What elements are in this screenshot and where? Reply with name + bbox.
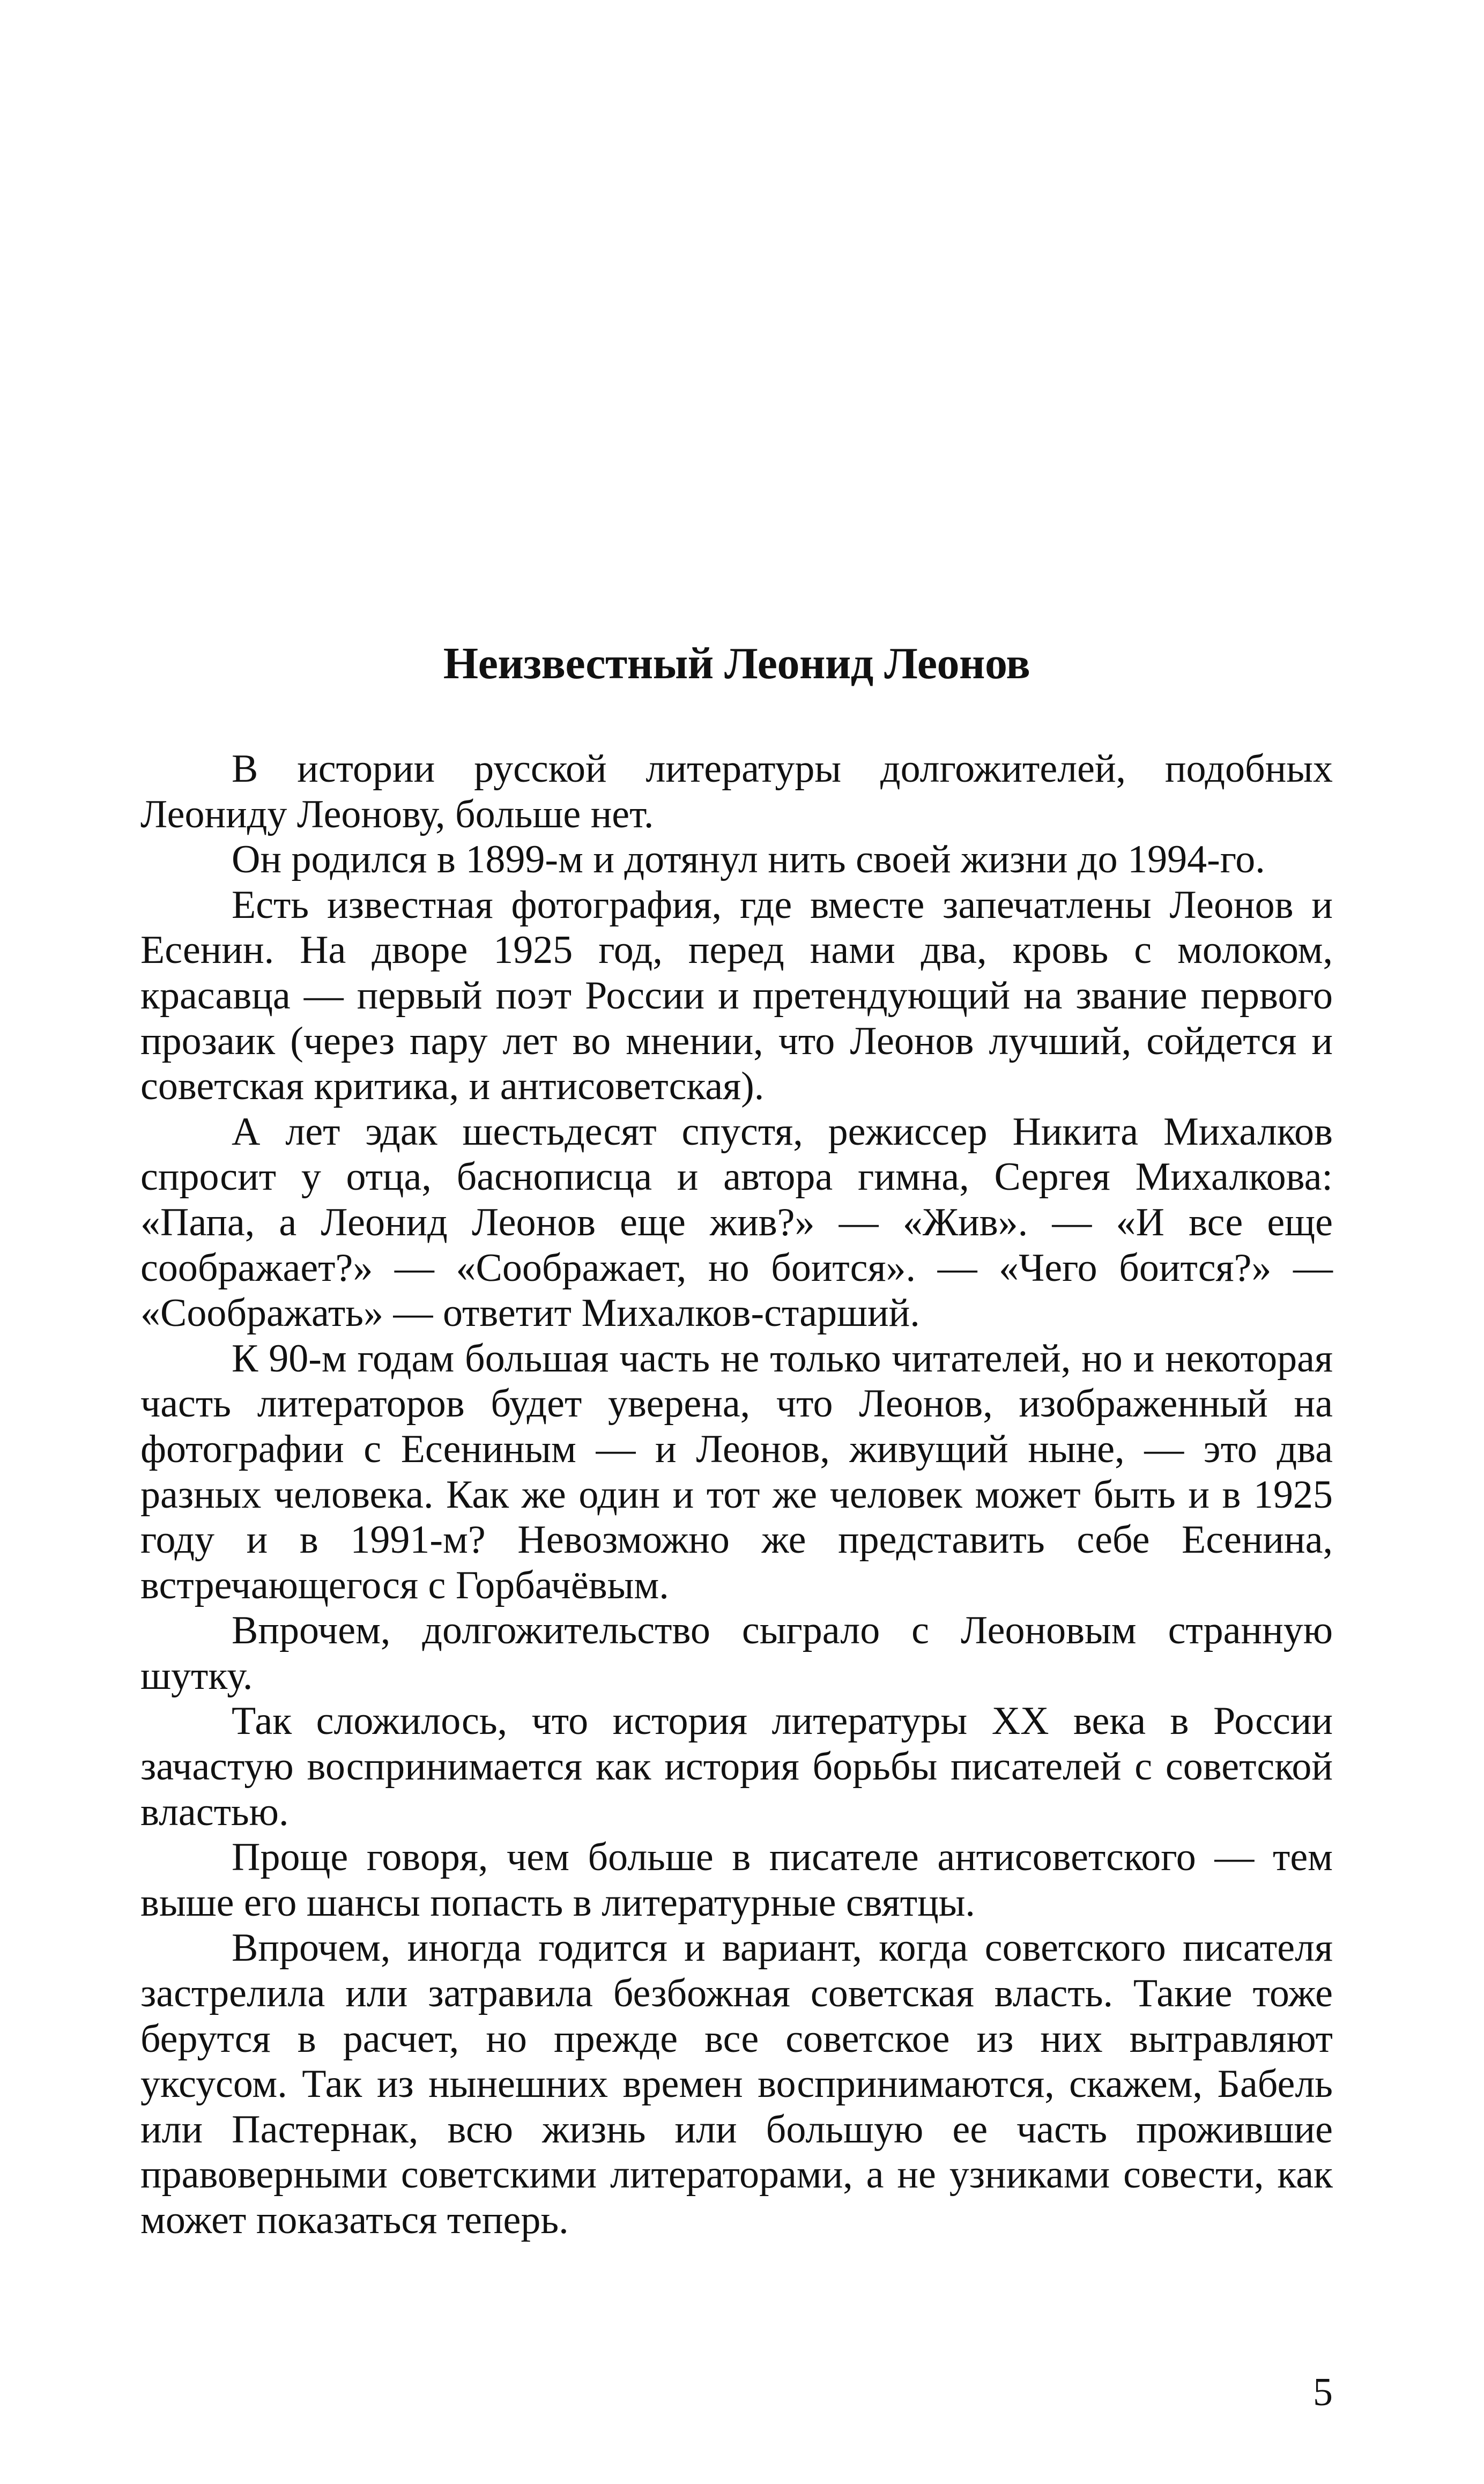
chapter-title: Неизвестный Леонид Леонов — [443, 639, 1030, 688]
paragraph: Он родился в 1899-м и дотянул нить своей жизни до 1994-го. — [232, 837, 1265, 882]
paragraph: К 90-м годам большая часть не только читателей, но и некоторая часть литераторов будет уверена, что Леонов, изображенный на фотографии с Есениным — и Леонов, живущий ныне, — это два разных человека. Как же один и тот же человек может быть и в 1925 году и в 1991-м? Невозможно же представить себе Есенина, встречающегося с Горбачёвым. — [140, 1336, 1333, 1607]
paragraph: Так сложилось, что история литературы XX века в России зачастую воспринимается как история борьбы писателей с советской властью. — [140, 1699, 1333, 1834]
chapter-body — [140, 746, 1333, 2243]
paragraph: Впрочем, долгожительство сыграло с Леоновым странную шутку. — [140, 1608, 1333, 1698]
paragraph: А лет эдак шестьдесят спустя, режиссер Никита Михалков спросит у отца, баснописца и автора гимна, Сергея Михалкова: «Папа, а Леонид Леонов еще жив?» — «Жив». — «И все еще соображает?» — «Соображает, но боится». — «Чего боится?» — «Соображать» — ответит Михалков-старший. — [140, 1109, 1333, 1336]
page-number: 5 — [1313, 2370, 1333, 2414]
paragraph: Проще говоря, чем больше в писателе антисоветского — тем выше его шансы попасть в литературные святцы. — [140, 1835, 1333, 1925]
paragraph: Есть известная фотография, где вместе запечатлены Леонов и Есенин. На дворе 1925 год, перед нами два, кровь с молоком, красавца — первый поэт России и претендующий на звание первого прозаик (через пару лет во мнении, что Леонов лучший, сойдется и советская критика, и антисоветская). — [140, 883, 1333, 1109]
paragraph: В истории русской литературы долгожителей, подобных Леониду Леонову, больше нет. — [140, 747, 1333, 836]
paragraph: Впрочем, иногда годится и вариант, когда советского писателя застрелила или затравила безбожная советская власть. Такие тоже берутся в расчет, но прежде все советское из них вытравляют уксусом. Так из нынешних времен воспринимаются, скажем, Бабель или Пастернак, всю жизнь или большую ее часть прожившие правоверными советскими литераторами, а не узниками совести, как может показаться теперь. — [140, 1926, 1333, 2242]
